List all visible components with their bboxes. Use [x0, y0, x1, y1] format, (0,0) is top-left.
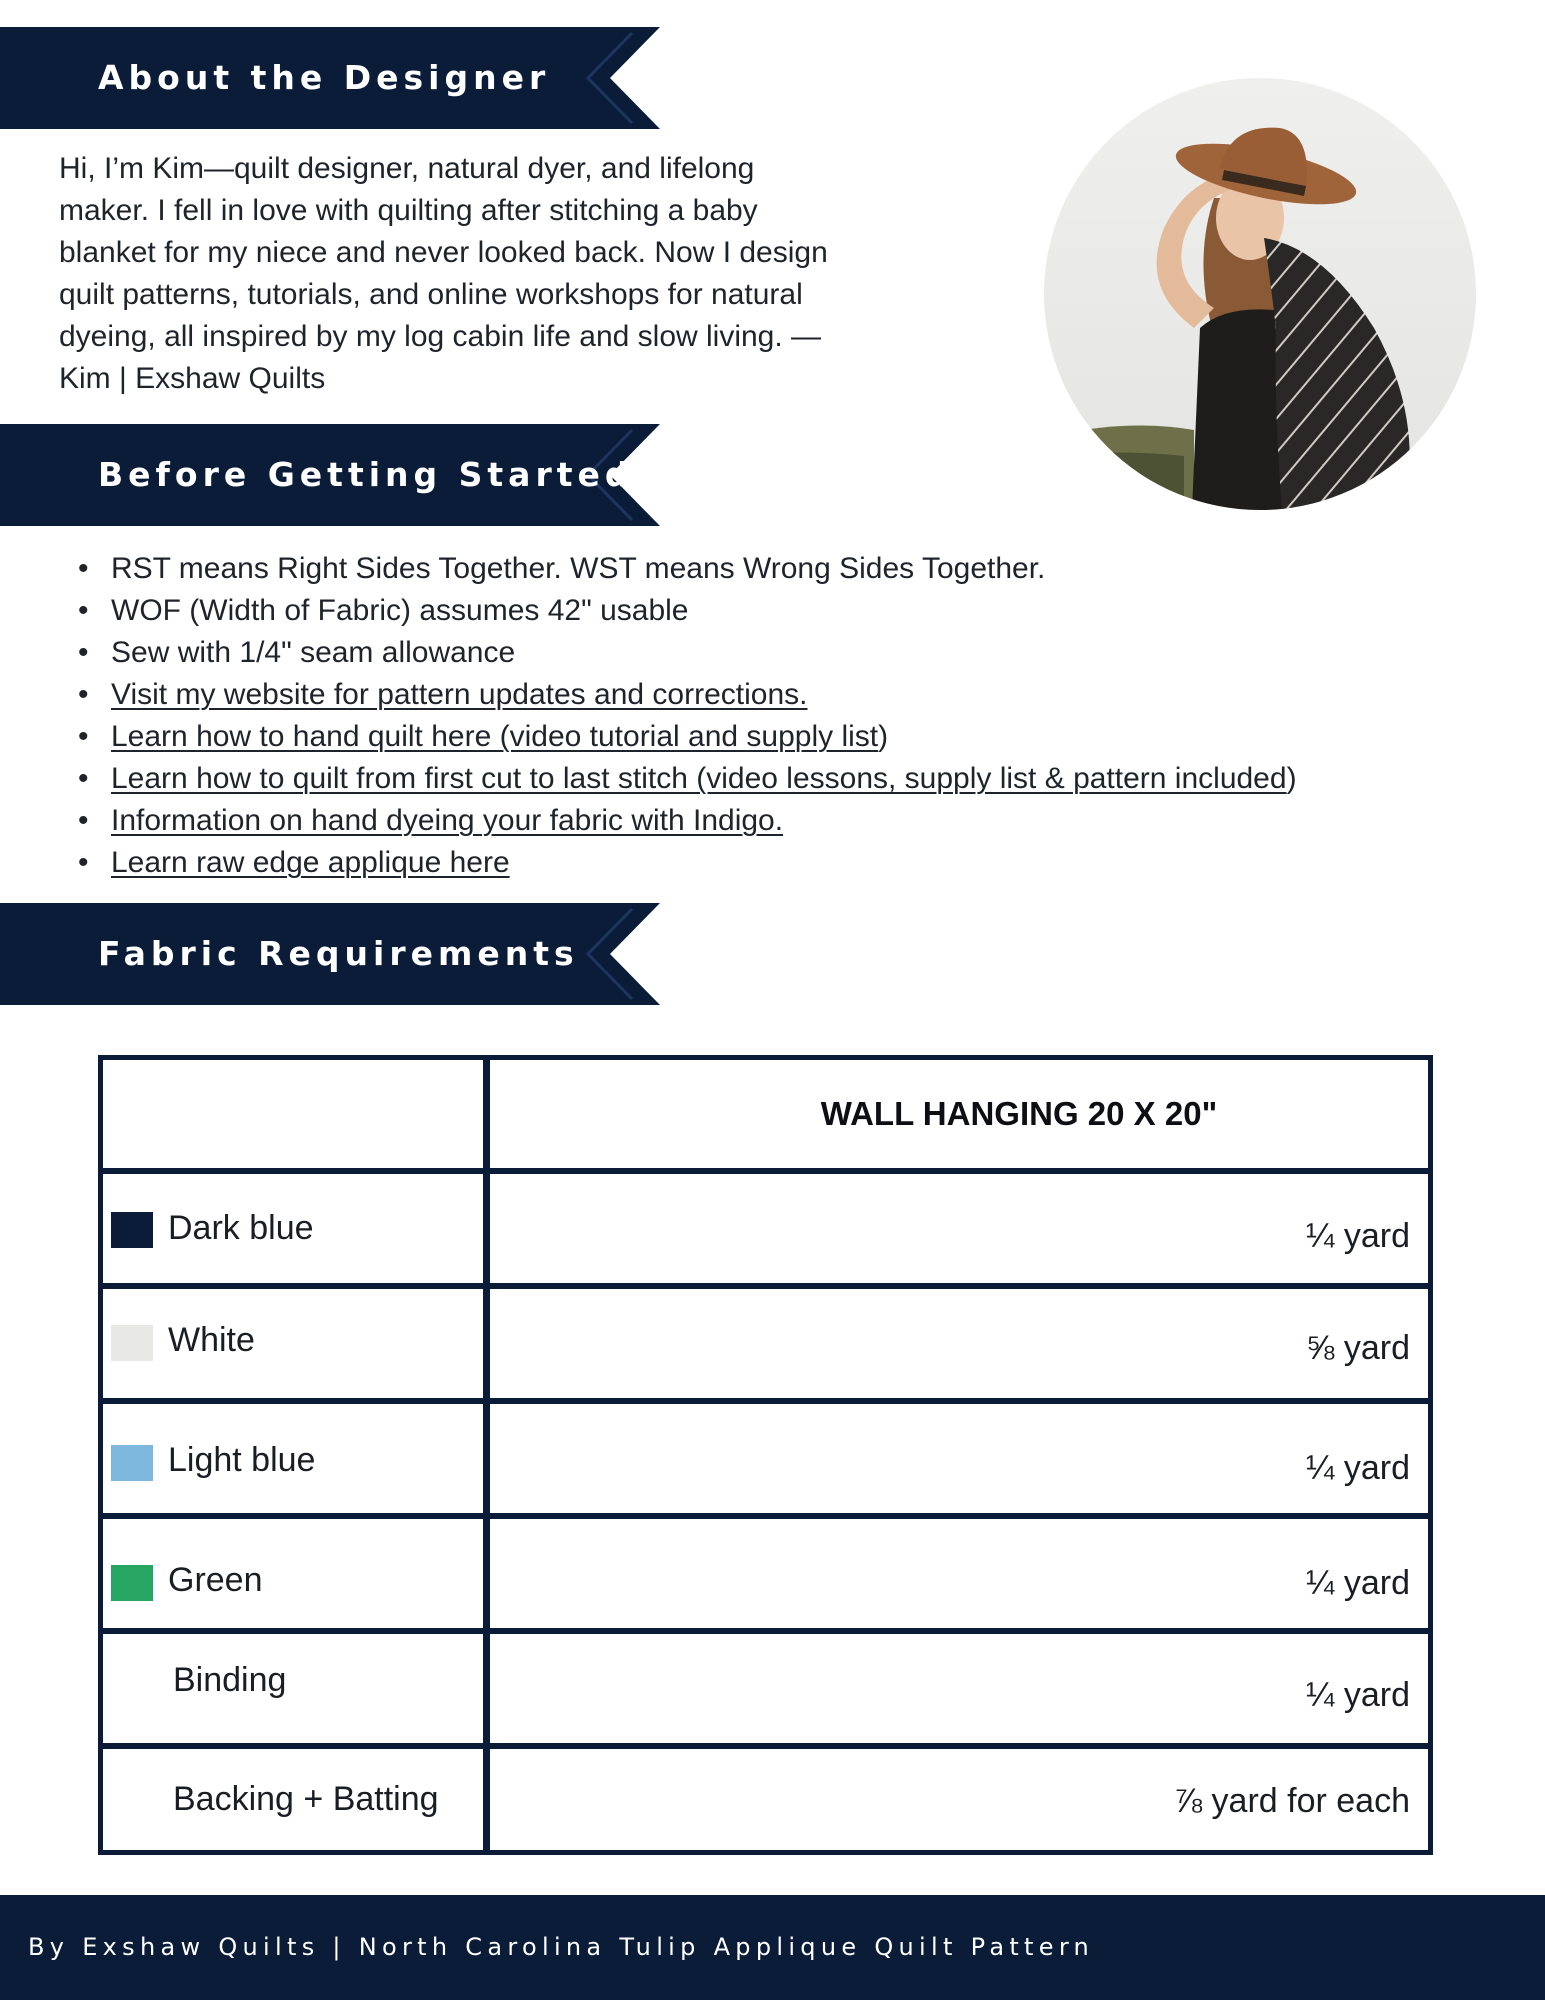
bullet-dot: • [78, 846, 89, 879]
hand-quilt-link[interactable]: Learn how to hand quilt here (video tutorial and supply list [111, 720, 879, 753]
designer-photo [1044, 78, 1476, 510]
bullet-dot: • [78, 762, 89, 795]
table-row-divider [103, 1628, 1428, 1634]
list-item [78, 800, 1297, 842]
designer-bio: Hi, I’m Kim—quilt designer, natural dyer, and lifelong maker. I fell in love with quilting after stitching a baby blanket for my niece and never looked back. Now I design quilt patterns, tutorials, and online workshops for natural dyeing, all inspired by my log cabin life and slow living. —Kim | Exshaw Quilts [59, 152, 828, 395]
fabric-amount: ¼ yard [1306, 1564, 1410, 1602]
fabric-name: White [168, 1321, 255, 1359]
fabric-name: Light blue [168, 1441, 316, 1479]
applique-link[interactable]: Learn raw edge applique here [111, 846, 510, 879]
green-swatch [111, 1565, 153, 1601]
list-item-text: Sew with 1/4" seam allowance [111, 636, 516, 669]
fabric-amount: ¼ yard [1306, 1217, 1410, 1255]
fabric-name: Dark blue [168, 1209, 314, 1247]
fabric-amount: ⅞ yard for each [1173, 1782, 1410, 1820]
before-heading: Before Getting Started [98, 455, 634, 494]
bullet-dot: • [78, 636, 89, 669]
footer-text: By Exshaw Quilts | North Carolina Tulip Applique Quilt Pattern [28, 1933, 1095, 1961]
table-header-cell [490, 1060, 1428, 1168]
fabric-amount: ¼ yard [1306, 1676, 1410, 1714]
table-row-divider [103, 1283, 1428, 1289]
table-column-divider [483, 1060, 490, 1850]
list-item [78, 716, 1297, 758]
fabric-amount: ⅝ yard [1306, 1329, 1410, 1367]
list-item [78, 548, 1297, 590]
list-item [78, 758, 1297, 800]
quilt-course-link[interactable]: Learn how to quilt from first cut to last stitch (video lessons, supply list & pattern included [111, 762, 1287, 795]
column-header: WALL HANGING 20 X 20" [820, 1095, 1218, 1132]
bullet-dot: • [78, 804, 89, 837]
table-row-divider [103, 1743, 1428, 1749]
getting-started-list [78, 548, 1297, 884]
about-heading: About the Designer [98, 58, 551, 97]
fabric-name: Backing + Batting [173, 1780, 439, 1818]
white-swatch [111, 1325, 153, 1361]
before-banner [0, 424, 660, 526]
fabric-name: Green [168, 1561, 263, 1599]
table-row-divider [103, 1513, 1428, 1519]
website-updates-link[interactable]: Visit my website for pattern updates and corrections. [111, 678, 808, 711]
fabric-amount: ¼ yard [1306, 1449, 1410, 1487]
dark-blue-swatch [111, 1212, 153, 1248]
bullet-dot: • [78, 594, 89, 627]
list-item [78, 632, 1297, 674]
bullet-dot: • [78, 720, 89, 753]
list-item-text: WOF (Width of Fabric) assumes 42" usable [111, 594, 689, 627]
page-footer [0, 1895, 1545, 2000]
bullet-dot: • [78, 552, 89, 585]
link-suffix: ) [878, 720, 889, 753]
bullet-dot: • [78, 678, 89, 711]
fabric-heading: Fabric Requirements [98, 934, 579, 973]
list-item [78, 674, 1297, 716]
fabric-name: Binding [173, 1661, 287, 1699]
link-suffix: ) [1286, 762, 1297, 795]
list-item [78, 590, 1297, 632]
list-item-text: RST means Right Sides Together. WST means Wrong Sides Together. [111, 552, 1046, 585]
indigo-dyeing-link[interactable]: Information on hand dyeing your fabric with Indigo. [111, 804, 784, 837]
list-item [78, 842, 1297, 884]
fabric-banner [0, 903, 660, 1005]
table-row-divider [103, 1168, 1428, 1174]
about-banner [0, 27, 660, 129]
light-blue-swatch [111, 1445, 153, 1481]
table-row-divider [103, 1398, 1428, 1404]
fabric-requirements-table [98, 1055, 1433, 1855]
